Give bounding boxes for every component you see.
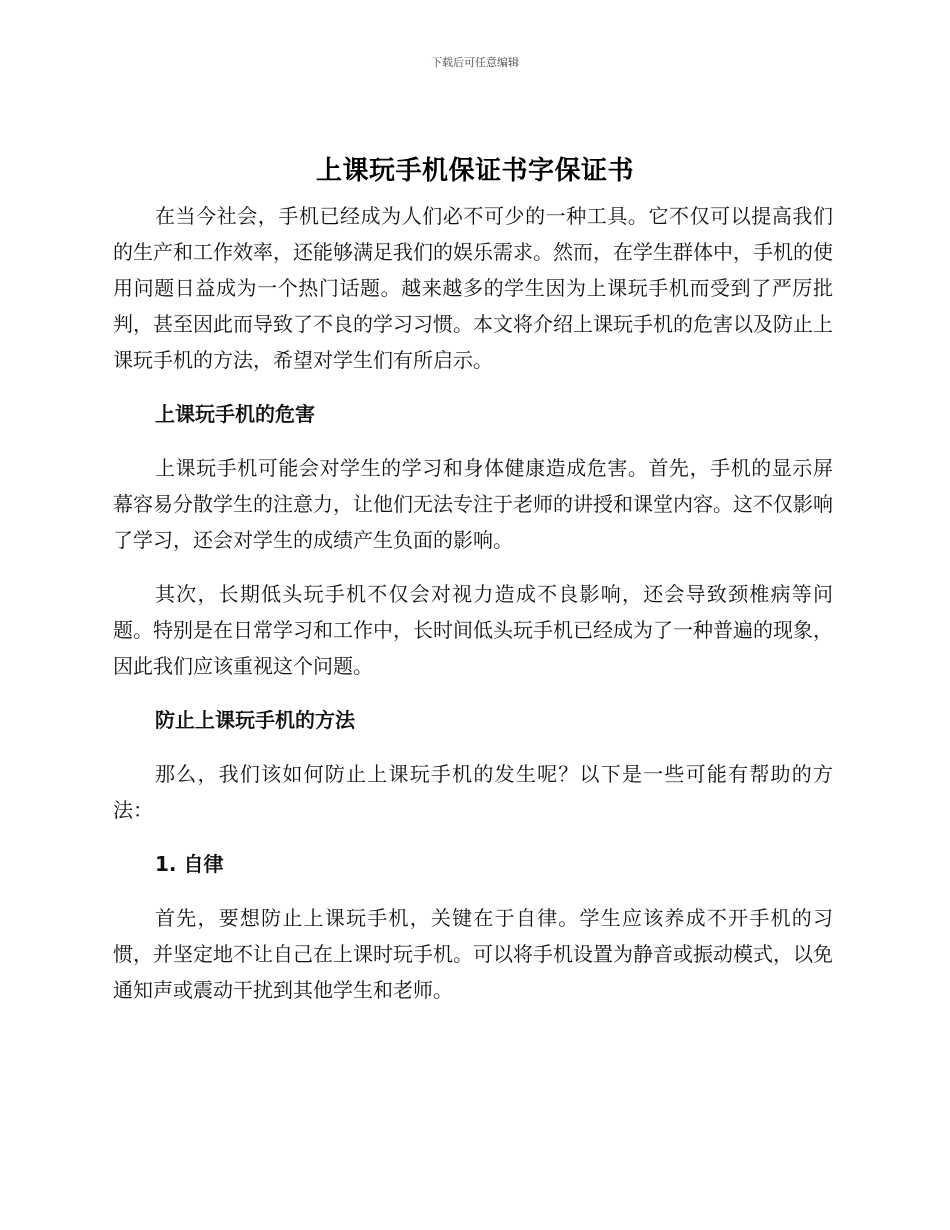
document-body	[113, 198, 833, 1008]
document-title: 上课玩手机保证书字保证书	[315, 156, 634, 186]
method-heading-self-discipline: 1. 自律	[155, 852, 224, 876]
intro-paragraph: 在当今社会，手机已经成为人们必不可少的一种工具。它不仅可以提高我们的生产和工作效率，还能够满足我们的娱乐需求。然而，在学生群体中，手机的使用问题日益成为一个热门话题。越来越多的学生因为上课玩手机而受到了严厉批判，甚至因此而导致了不良的学习习惯。本文将介绍上课玩手机的危害以及防止上课玩手机的方法，希望对学生们有所启示。	[113, 204, 833, 372]
paragraph-hazards-2: 其次，长期低头玩手机不仅会对视力造成不良影响，还会导致颈椎病等问题。特别是在日常学习和工作中，长时间低头玩手机已经成为了一种普遍的现象，因此我们应该重视这个问题。	[113, 582, 833, 678]
paragraph-hazards-1: 上课玩手机可能会对学生的学习和身体健康造成危害。首先，手机的显示屏幕容易分散学生的注意力，让他们无法专注于老师的讲授和课堂内容。这不仅影响了学习，还会对学生的成绩产生负面的影响。	[113, 456, 833, 552]
section-heading-methods: 防止上课玩手机的方法	[155, 708, 355, 732]
page-header-note: 下载后可任意编辑	[431, 56, 519, 69]
section-heading-hazards: 上课玩手机的危害	[155, 402, 315, 426]
paragraph-methods-intro: 那么，我们该如何防止上课玩手机的发生呢？以下是一些可能有帮助的方法：	[113, 762, 833, 822]
paragraph-self-discipline: 首先，要想防止上课玩手机，关键在于自律。学生应该养成不开手机的习惯，并坚定地不让自己在上课时玩手机。可以将手机设置为静音或振动模式，以免通知声或震动干扰到其他学生和老师。	[113, 906, 833, 1002]
